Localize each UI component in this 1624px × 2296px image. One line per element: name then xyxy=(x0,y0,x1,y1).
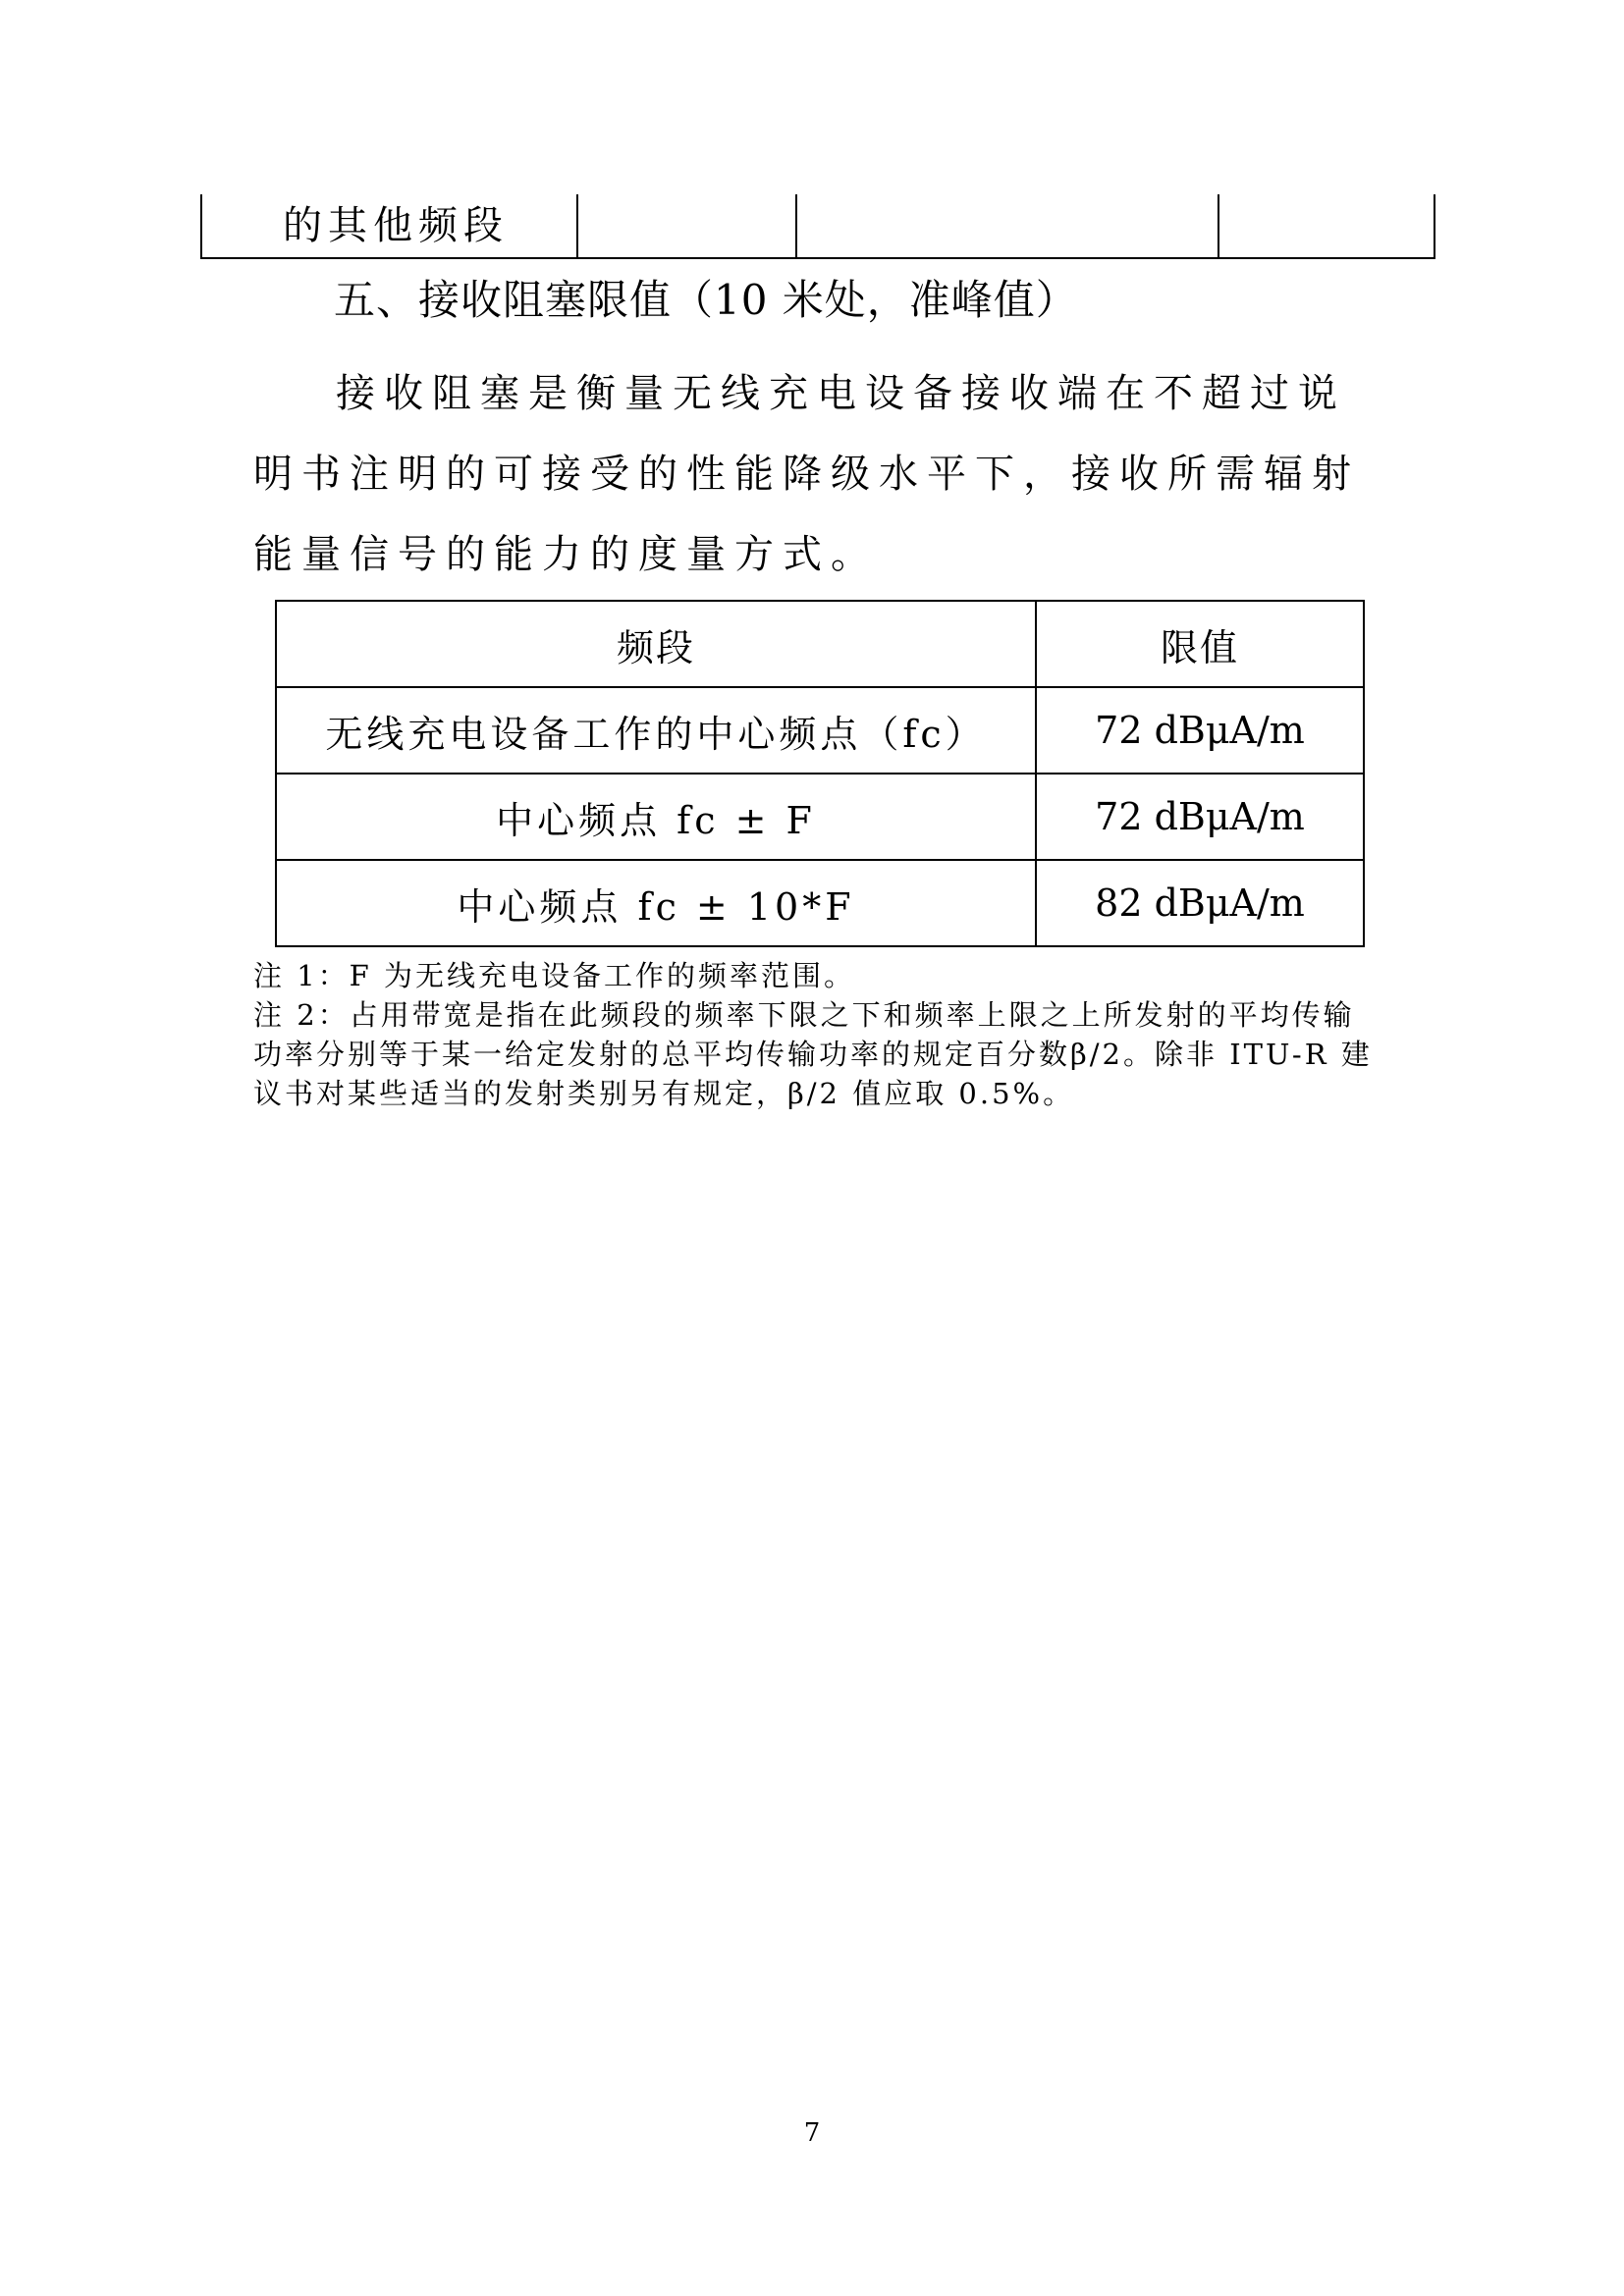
body-paragraph: 接收阻塞是衡量无线充电设备接收端在不超过说明书注明的可接受的性能降级水平下，接收所需辐射能量信号的能力的度量方式。 xyxy=(253,371,1360,577)
table-header-row xyxy=(276,601,1364,687)
table-notes xyxy=(253,956,1382,1113)
note-1: 注 1：F 为无线充电设备工作的频率范围。 xyxy=(253,959,856,992)
table-cell: 的其他频段 xyxy=(201,194,577,258)
page-number: 7 xyxy=(803,2118,821,2148)
table-row xyxy=(276,774,1364,860)
table-row xyxy=(276,687,1364,774)
table-cell xyxy=(1218,194,1435,258)
body-paragraph-block xyxy=(253,353,1382,595)
limit-cell: 72 dBμA/m xyxy=(1036,687,1364,774)
column-header-limit: 限值 xyxy=(1036,601,1364,687)
table-cell xyxy=(577,194,796,258)
column-header-band: 频段 xyxy=(276,601,1036,687)
band-cell: 中心频点 fc ± F xyxy=(276,774,1036,860)
note-2: 注 2：占用带宽是指在此频段的频率下限之下和频率上限之上所发射的平均传输功率分别等于某一给定发射的总平均传输功率的规定百分数β/2。除非 ITU-R 建议书对某些适当的发射类别另有规定，β/2 值应取 0.5%。 xyxy=(253,998,1373,1110)
previous-table-continuation xyxy=(200,194,1435,259)
section-heading: 五、接收阻塞限值（10 米处，准峰值） xyxy=(334,276,1078,324)
limit-cell: 72 dBμA/m xyxy=(1036,774,1364,860)
table-row xyxy=(201,194,1435,258)
band-cell: 无线充电设备工作的中心频点（fc） xyxy=(276,687,1036,774)
band-cell: 中心频点 fc ± 10*F xyxy=(276,860,1036,946)
blocking-limit-table xyxy=(275,600,1365,947)
table-row xyxy=(276,860,1364,946)
table-cell xyxy=(796,194,1218,258)
limit-cell: 82 dBμA/m xyxy=(1036,860,1364,946)
